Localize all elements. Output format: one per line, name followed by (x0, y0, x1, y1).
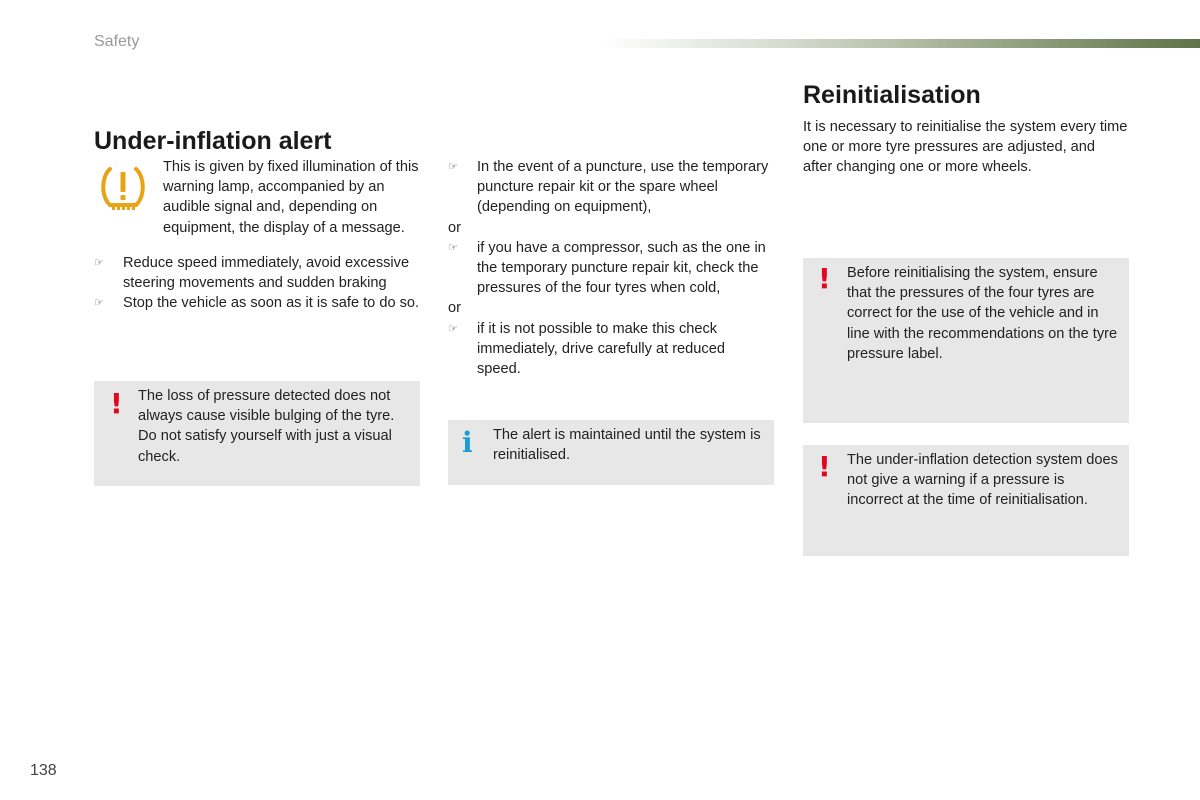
pointing-hand-icon: ☞ (448, 241, 458, 254)
underinflation-title: Under-inflation alert (94, 127, 332, 155)
info-icon: i (462, 426, 473, 459)
pointing-hand-icon: ☞ (448, 322, 458, 335)
pointing-hand-icon: ☞ (94, 297, 104, 310)
list-item (448, 319, 770, 380)
warning-exclamation-icon: ! (818, 262, 831, 295)
warning-note-text: The loss of pressure detected does not always cause visible bulging of the tyre. Do not satisfy yourself with just a visual check. (138, 388, 395, 465)
reinit-title: Reinitialisation (803, 81, 981, 109)
bullet-text: Stop the vehicle as soon as it is safe to do so. (123, 295, 420, 312)
warning-note-detection-system (803, 445, 1129, 556)
list-item (448, 157, 770, 218)
header-gradient-bar (600, 39, 1200, 48)
section-label: Safety (94, 33, 140, 50)
pointing-hand-icon: ☞ (94, 257, 104, 269)
page-number: 138 (30, 762, 57, 779)
underinflation-intro: This is given by fixed illumination of this warning lamp, accompanied by an audible signal and, depending on equipment, the display of a message. (163, 159, 419, 236)
tyre-pressure-warning-lamp-icon (98, 163, 148, 213)
or-separator (448, 298, 770, 318)
or-separator (448, 218, 770, 238)
or-text: or (448, 300, 461, 317)
bullet-text: if you have a compressor, such as the one in the temporary puncture repair kit, check the pressures of the four tyres when cold, (477, 239, 766, 297)
list-item (94, 253, 424, 293)
warning-exclamation-icon: ! (110, 387, 123, 420)
warning-note-check-pressures (803, 258, 1129, 423)
pointing-hand-icon: ☞ (448, 161, 458, 173)
warning-note-tyre-bulging (94, 381, 420, 486)
list-item (94, 293, 424, 313)
or-text: or (448, 219, 461, 236)
bullet-text: Reduce speed immediately, avoid excessive steering movements and sudden braking (123, 255, 410, 292)
warning-note-text: The under-inflation detection system does not give a warning if a pressure is incorrect at the time of reinitialisation. (847, 452, 1118, 509)
bullet-text: if it is not possible to make this check immediately, drive carefully at reduced speed. (477, 320, 725, 378)
list-item (448, 238, 770, 299)
info-note-text: The alert is maintained until the system is reinitialised. (493, 427, 761, 464)
info-note-alert-maintained (448, 420, 774, 485)
bullet-text: In the event of a puncture, use the temporary puncture repair kit or the spare wheel (depending on equipment), (477, 159, 769, 216)
reinit-intro: It is necessary to reinitialise the system every time one or more tyre pressures are adjusted, and after changing one or more wheels. (803, 119, 1128, 176)
middle-bullet-list (448, 157, 770, 379)
warning-note-text: Before reinitialising the system, ensure that the pressures of the four tyres are correct for the use of the vehicle and in line with the recommendations on the tyre pressure label. (847, 265, 1118, 362)
warning-exclamation-icon: ! (818, 450, 831, 483)
underinflation-bullet-list (94, 253, 424, 314)
